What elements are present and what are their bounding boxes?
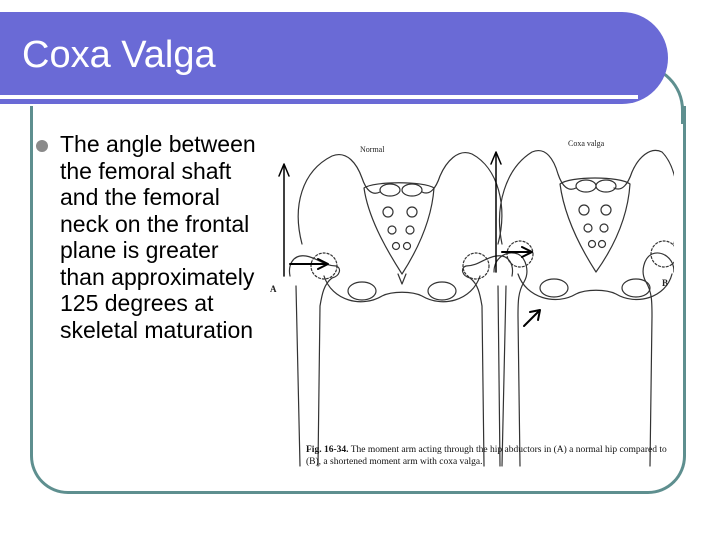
bullet-text: The angle between the femoral shaft and the femoral neck on the frontal plane is greater than approximately 125 degrees at skeletal maturation: [60, 131, 256, 343]
normal-pelvis-drawing: [279, 153, 512, 466]
label-coxa-valga: Coxa valga: [568, 139, 605, 148]
slide-title: Coxa Valga: [22, 34, 216, 76]
caption-text: The moment arm acting through the hip abductors in (A) a normal hip compared to (B), a shortened moment arm with coxa valga.: [306, 445, 667, 467]
title-underline: [0, 95, 638, 99]
label-normal: Normal: [360, 145, 385, 154]
coxa-valga-pelvis-drawing: [491, 150, 674, 466]
panel-label-b: B: [662, 278, 669, 288]
bullet-dot-icon: [36, 140, 48, 152]
figure-caption: [306, 444, 676, 468]
panel-label-a: A: [270, 284, 277, 294]
caption-figure-number: Fig. 16-34.: [306, 445, 349, 455]
pelvis-illustration: [262, 126, 674, 476]
